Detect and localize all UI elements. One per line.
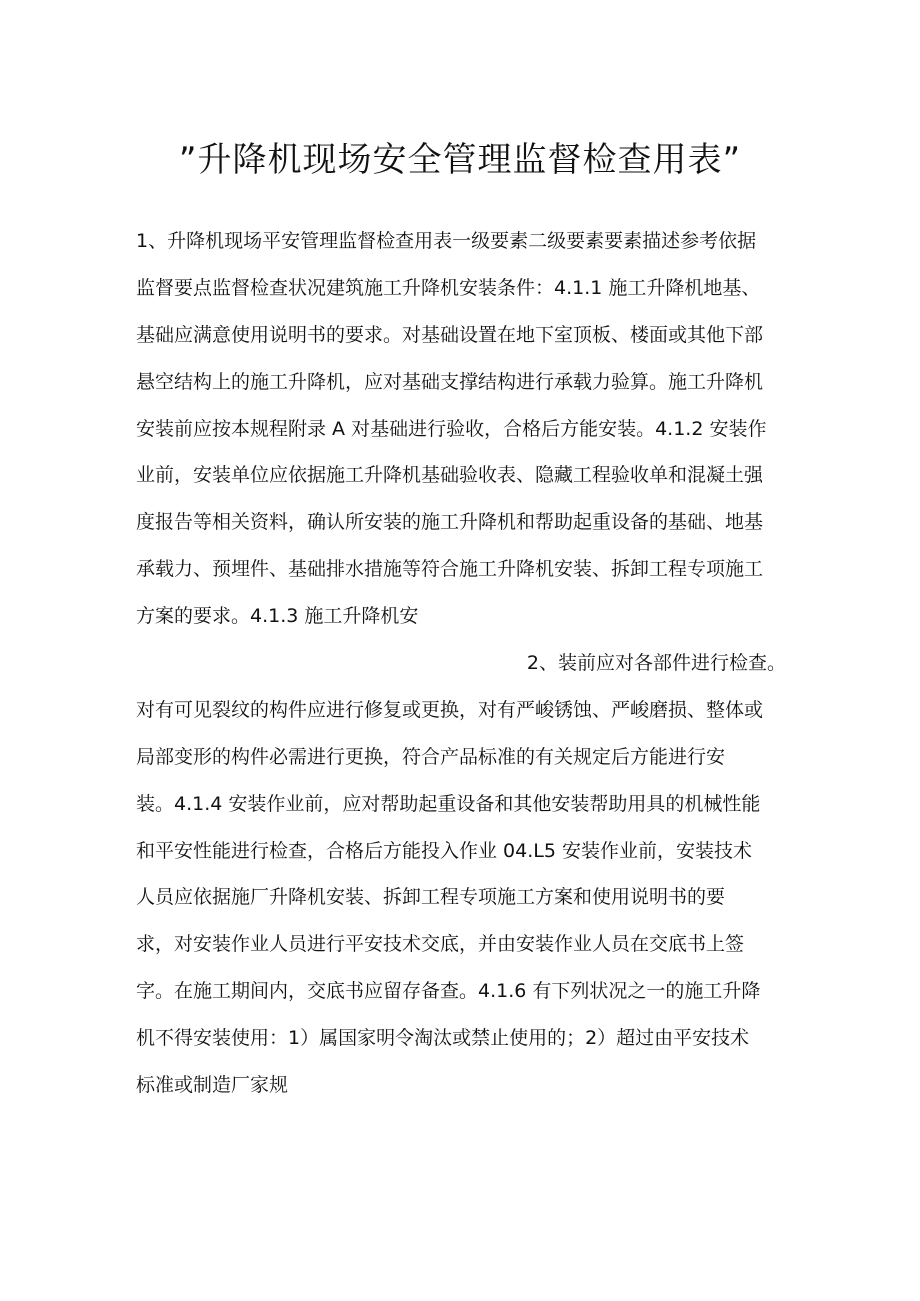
text-line: 机不得安装使用：1）属国家明令淘汰或禁止使用的；2）超过由平安技术 [136, 1027, 750, 1050]
document-title: ”升降机现场安全管理监督检查用表” [178, 140, 742, 180]
text-line: 和平安性能进行检查，合格后方能投入作业 04.L5 安装作业前，安装技术 [136, 839, 752, 862]
text-line: 基础应满意使用说明书的要求。对基础设置在地下室顶板、楼面或其他下部 [136, 323, 764, 346]
document-body [136, 218, 796, 1109]
text-line: 方案的要求。4.1.3 施工升降机安 [136, 605, 419, 628]
text-line: 度报告等相关资料，确认所安装的施工升降机和帮助起重设备的基础、地基 [136, 511, 764, 534]
text-line: 安装前应按本规程附录 A 对基础进行验收，合格后方能安装。4.1.2 安装作 [136, 417, 767, 440]
text-line: 业前，安装单位应依据施工升降机基础验收表、隐藏工程验收单和混凝土强 [136, 464, 764, 487]
text-line: 人员应依据施厂升降机安装、拆卸工程专项施工方案和使用说明书的要 [136, 886, 726, 909]
text-line: 承载力、预埋件、基础排水措施等符合施工升降机安装、拆卸工程专项施工 [136, 558, 764, 581]
text-line: 求，对安装作业人员进行平安技术交底，并由安装作业人员在交底书上签 [136, 933, 745, 956]
text-line: 监督要点监督检查状况建筑施工升降机安装条件：4.1.1 施工升降机地基、 [136, 276, 761, 299]
text-line: 标准或制造厂家规 [136, 1074, 289, 1097]
text-line: 字。在施工期间内，交底书应留存备查。4.1.6 有下列状况之一的施工升降 [136, 980, 761, 1003]
text-line: 1、升降机现场平安管理监督检查用表一级要素二级要素要素描述参考依据 [136, 230, 757, 252]
text-line: 对有可见裂纹的构件应进行修复或更换，对有严峻锈蚀、严峻磨损、整体或 [136, 698, 764, 721]
text-line: 悬空结构上的施工升降机，应对基础支撑结构进行承载力验算。施工升降机 [136, 370, 764, 393]
section-heading-2: 2、装前应对各部件进行检查。 [526, 652, 786, 675]
text-line: 局部变形的构件必需进行更换，符合产品标准的有关规定后方能进行安 [136, 745, 726, 768]
text-line: 装。4.1.4 安装作业前，应对帮助起重设备和其他安装帮助用具的机械性能 [136, 792, 761, 815]
